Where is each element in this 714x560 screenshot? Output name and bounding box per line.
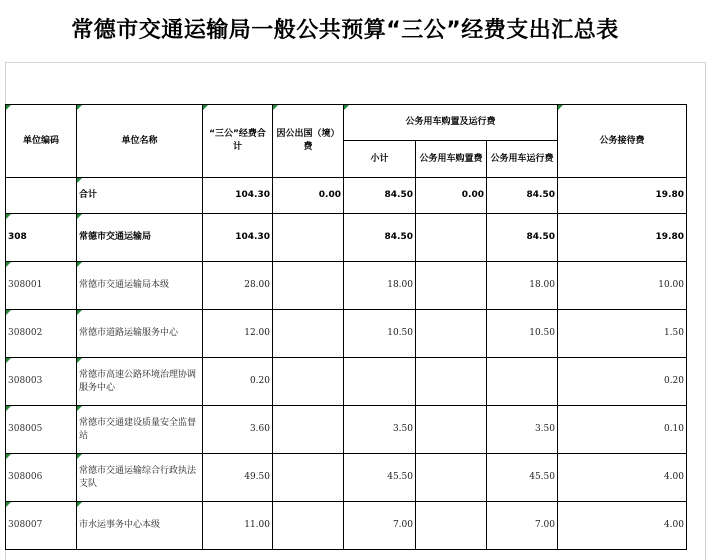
cell-overseas [273, 358, 344, 406]
cell-reception: 4.00 [558, 502, 687, 550]
header-subtotal: 小计 [344, 141, 416, 178]
table-row [6, 358, 687, 406]
cell-name: 合计 [77, 178, 203, 214]
cell-vehicle-purchase: 0.00 [416, 178, 487, 214]
cell-code: 308 [6, 214, 77, 262]
table-row [6, 262, 687, 310]
cell-subtotal: 3.50 [344, 406, 416, 454]
table-row [6, 502, 687, 550]
cell-sangong-total: 0.20 [203, 358, 273, 406]
header-vehicle-operation: 公务用车运行费 [487, 141, 558, 178]
header-vehicle-group: 公务用车购置及运行费 [344, 105, 558, 141]
cell-reception: 19.80 [558, 178, 687, 214]
cell-vehicle-operation: 3.50 [487, 406, 558, 454]
sheet-right-border [705, 62, 706, 560]
cell-overseas [273, 454, 344, 502]
cell-name: 常德市交通运输综合行政执法支队 [77, 454, 203, 502]
cell-code: 308007 [6, 502, 77, 550]
cell-reception: 0.20 [558, 358, 687, 406]
header-vehicle-purchase: 公务用车购置费 [416, 141, 487, 178]
header-unit-name: 单位名称 [77, 105, 203, 178]
cell-name: 常德市交通运输局 [77, 214, 203, 262]
cell-vehicle-operation: 84.50 [487, 178, 558, 214]
table-row-total [6, 178, 687, 214]
cell-reception: 4.00 [558, 454, 687, 502]
cell-reception: 10.00 [558, 262, 687, 310]
cell-vehicle-purchase [416, 358, 487, 406]
cell-vehicle-purchase [416, 454, 487, 502]
cell-code [6, 178, 77, 214]
cell-overseas [273, 406, 344, 454]
table-row [6, 406, 687, 454]
cell-vehicle-operation: 18.00 [487, 262, 558, 310]
cell-subtotal: 45.50 [344, 454, 416, 502]
cell-code: 308006 [6, 454, 77, 502]
table-row [6, 214, 687, 262]
cell-vehicle-purchase [416, 310, 487, 358]
cell-vehicle-purchase [416, 502, 487, 550]
cell-sangong-total: 28.00 [203, 262, 273, 310]
cell-overseas [273, 310, 344, 358]
cell-subtotal: 18.00 [344, 262, 416, 310]
table-row [6, 454, 687, 502]
cell-reception: 19.80 [558, 214, 687, 262]
cell-vehicle-operation: 84.50 [487, 214, 558, 262]
cell-sangong-total: 104.30 [203, 178, 273, 214]
cell-sangong-total: 3.60 [203, 406, 273, 454]
sangong-expense-table [5, 104, 687, 550]
cell-subtotal [344, 358, 416, 406]
header-sangong-total: “三公”经费合计 [203, 105, 273, 178]
cell-name: 常德市交通建设质量安全监督站 [77, 406, 203, 454]
cell-overseas [273, 502, 344, 550]
table-row [6, 310, 687, 358]
cell-overseas [273, 214, 344, 262]
cell-vehicle-operation: 45.50 [487, 454, 558, 502]
header-unit-code: 单位编码 [6, 105, 77, 178]
cell-vehicle-operation [487, 358, 558, 406]
cell-subtotal: 84.50 [344, 214, 416, 262]
cell-name: 常德市道路运输服务中心 [77, 310, 203, 358]
cell-sangong-total: 104.30 [203, 214, 273, 262]
cell-vehicle-operation: 7.00 [487, 502, 558, 550]
cell-vehicle-purchase [416, 406, 487, 454]
cell-subtotal: 84.50 [344, 178, 416, 214]
cell-subtotal: 10.50 [344, 310, 416, 358]
cell-vehicle-operation: 10.50 [487, 310, 558, 358]
cell-code: 308002 [6, 310, 77, 358]
header-overseas: 因公出国（境）费 [273, 105, 344, 178]
cell-sangong-total: 12.00 [203, 310, 273, 358]
cell-reception: 1.50 [558, 310, 687, 358]
page-title: 常德市交通运输局一般公共预算“三公”经费支出汇总表 [71, 18, 619, 43]
cell-name: 常德市交通运输局本级 [77, 262, 203, 310]
cell-code: 308005 [6, 406, 77, 454]
sheet-top-border [5, 62, 705, 63]
cell-reception: 0.10 [558, 406, 687, 454]
cell-overseas: 0.00 [273, 178, 344, 214]
cell-name: 常德市高速公路环境治理协调服务中心 [77, 358, 203, 406]
cell-vehicle-purchase [416, 262, 487, 310]
cell-sangong-total: 11.00 [203, 502, 273, 550]
cell-overseas [273, 262, 344, 310]
cell-code: 308003 [6, 358, 77, 406]
cell-vehicle-purchase [416, 214, 487, 262]
cell-code: 308001 [6, 262, 77, 310]
cell-sangong-total: 49.50 [203, 454, 273, 502]
header-reception: 公务接待费 [558, 105, 687, 178]
cell-subtotal: 7.00 [344, 502, 416, 550]
cell-name: 市水运事务中心本级 [77, 502, 203, 550]
